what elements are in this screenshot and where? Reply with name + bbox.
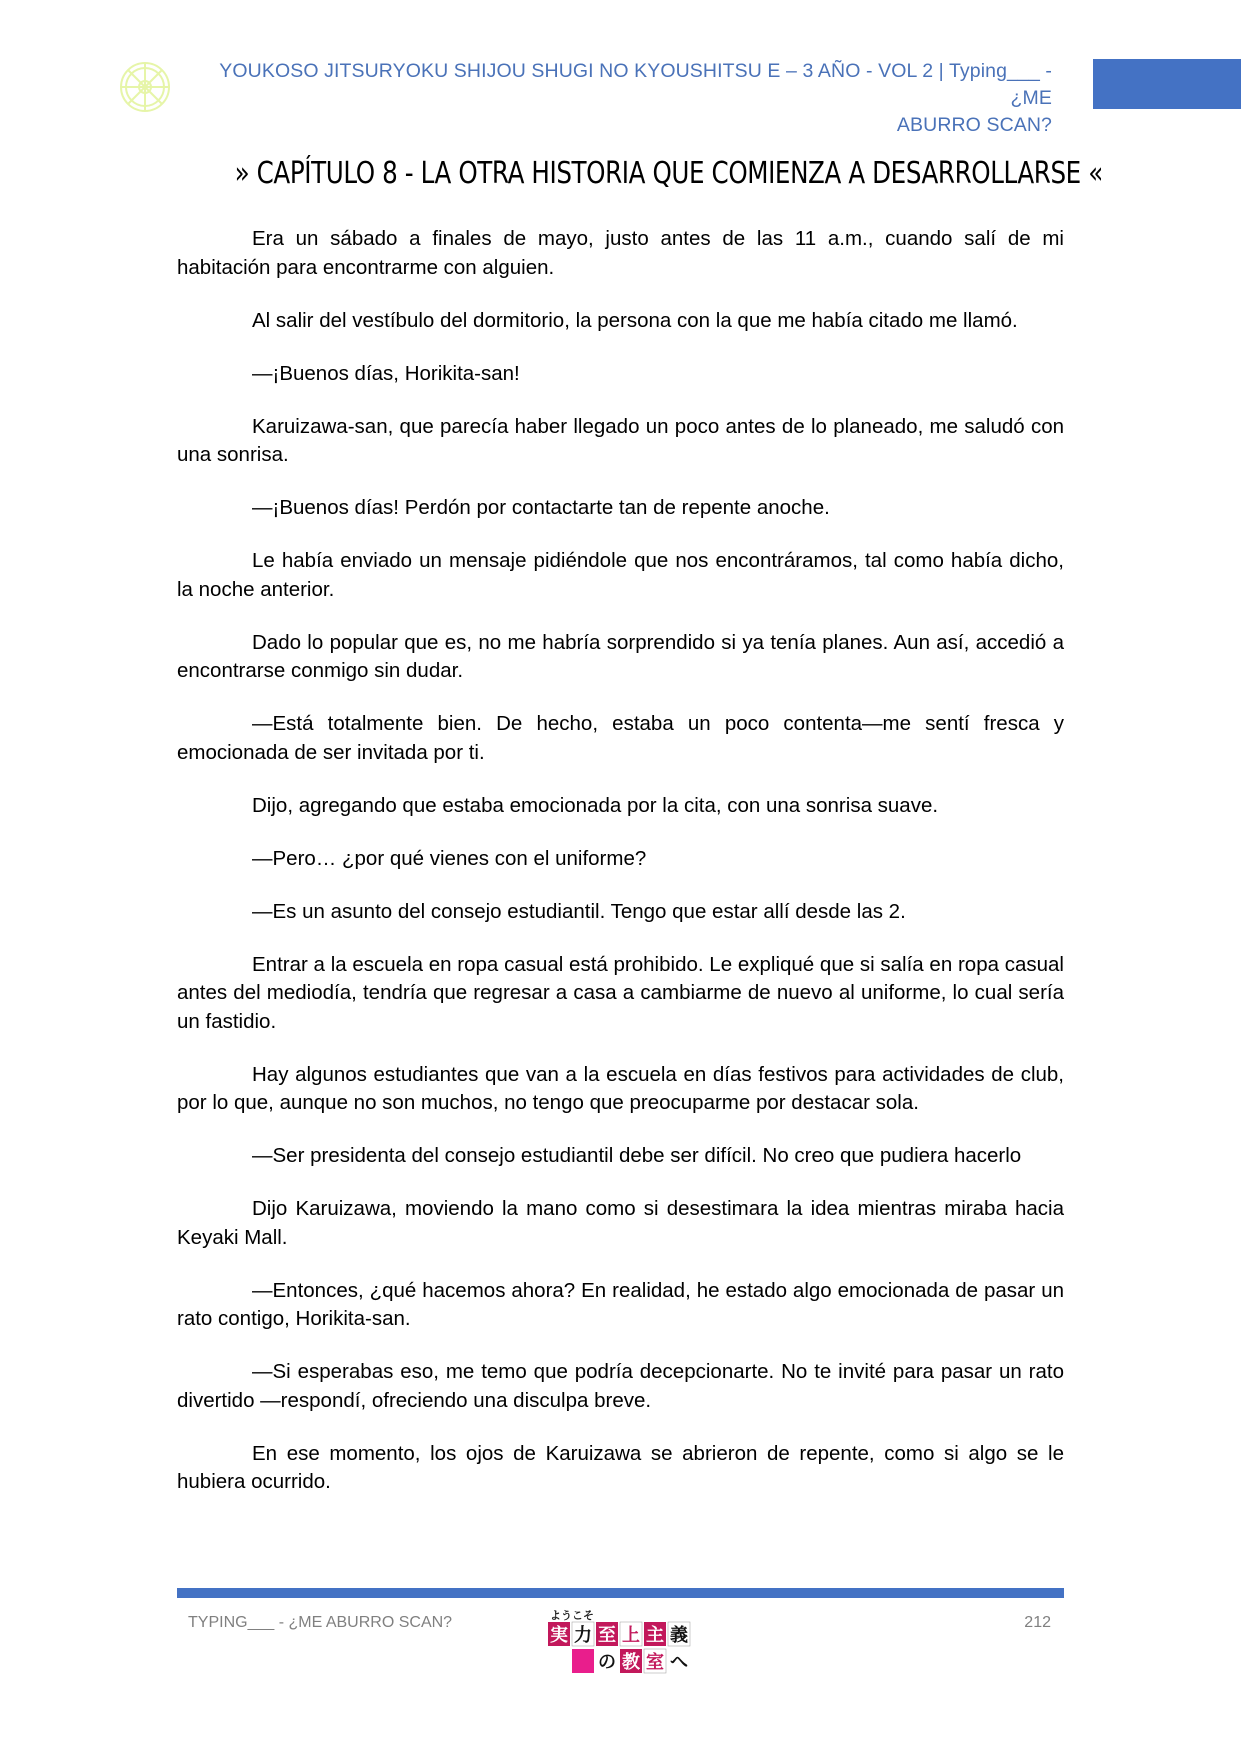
paragraph: Karuizawa-san, que parecía haber llegado un poco antes de lo planeado, me saludó con una sonrisa.: [177, 414, 1064, 466]
logo-char: 実: [550, 1625, 568, 1646]
logo-row1: [548, 1622, 690, 1646]
logo-row2: [572, 1649, 688, 1673]
header-title-line1: YOUKOSO JITSURYOKU SHIJOU SHUGI NO KYOUSHITSU E – 3 AÑO - VOL 2 | Typing___ - ¿ME: [219, 60, 1052, 109]
logo-char: の: [598, 1652, 616, 1673]
paragraph: Le había enviado un mensaje pidiéndole que nos encontráramos, tal como había dicho, la noche anterior.: [177, 549, 1064, 601]
logo-top-text: ようこそ: [550, 1609, 594, 1622]
paragraph: —Pero… ¿por qué vienes con el uniforme?: [252, 846, 647, 870]
logo-char: 力: [574, 1625, 592, 1646]
footer-scan-credit: TYPING___ - ¿ME ABURRO SCAN?: [188, 1614, 453, 1631]
body-text: [177, 225, 1064, 1521]
dharma-wheel-icon: [118, 60, 172, 114]
logo-char: 主: [646, 1625, 664, 1646]
chapter-title: » CAPÍTULO 8 - LA OTRA HISTORIA QUE COMIENZA A DESARROLLARSE «: [234, 156, 1103, 191]
footer-divider-bar: [177, 1588, 1064, 1598]
paragraph: Dado lo popular que es, no me habría sorprendido si ya tenía planes. Aun así, accedió a encontrarse conmigo sin dudar.: [177, 630, 1064, 682]
header-title-line2: ABURRO SCAN?: [896, 114, 1052, 136]
logo-char: 上: [622, 1625, 640, 1646]
series-logo: [548, 1607, 694, 1675]
logo-char: 室: [646, 1652, 664, 1673]
paragraph: Hay algunos estudiantes que van a la escuela en días festivos para actividades de club, por lo que, aunque no son muchos, no tengo que preocuparme por destacar sola.: [177, 1062, 1064, 1114]
paragraph: —¡Buenos días, Horikita-san!: [252, 361, 520, 385]
logo-char: へ: [670, 1652, 688, 1673]
logo-char: 義: [670, 1625, 688, 1646]
paragraph: Al salir del vestíbulo del dormitorio, la persona con la que me había citado me llamó.: [252, 308, 1018, 332]
paragraph: —Si esperabas eso, me temo que podría decepcionarte. No te invité para pasar un rato divertido —respondí, ofreciendo una disculpa breve.: [177, 1360, 1064, 1412]
header-accent-block: [1093, 59, 1241, 109]
paragraph: Dijo, agregando que estaba emocionada por la cita, con una sonrisa suave.: [252, 793, 939, 817]
running-header: [190, 58, 1052, 139]
logo-char: 教: [622, 1652, 640, 1673]
paragraph: —¡Buenos días! Perdón por contactarte tan de repente anoche.: [252, 496, 830, 519]
paragraph: —Es un asunto del consejo estudiantil. Tengo que estar allí desde las 2.: [252, 899, 906, 923]
page-number: 212: [1024, 1614, 1051, 1631]
paragraph: Dijo Karuizawa, moviendo la mano como si desestimara la idea mientras miraba hacia Keyaki Mall.: [177, 1197, 1064, 1249]
paragraph: —Está totalmente bien. De hecho, estaba un poco contenta—me sentí fresca y emocionada de ser invitada por ti.: [177, 712, 1064, 764]
paragraph: Entrar a la escuela en ropa casual está prohibido. Le expliqué que si salía en ropa casual antes del mediodía, tendría que regresar a casa a cambiarme de nuevo al uniforme, lo cual sería un fastidio.: [177, 952, 1064, 1033]
paragraph: —Ser presidenta del consejo estudiantil debe ser difícil. No creo que pudiera hacerlo: [252, 1144, 1022, 1167]
logo-char: 至: [598, 1625, 616, 1646]
paragraph: En ese momento, los ojos de Karuizawa se abrieron de repente, como si algo se le hubiera ocurrido.: [177, 1441, 1064, 1493]
paragraph: —Entonces, ¿qué hacemos ahora? En realidad, he estado algo emocionada de pasar un rato contigo, Horikita-san.: [177, 1278, 1064, 1330]
paragraph: Era un sábado a finales de mayo, justo antes de las 11 a.m., cuando salí de mi habitación para encontrarme con alguien.: [177, 227, 1064, 279]
